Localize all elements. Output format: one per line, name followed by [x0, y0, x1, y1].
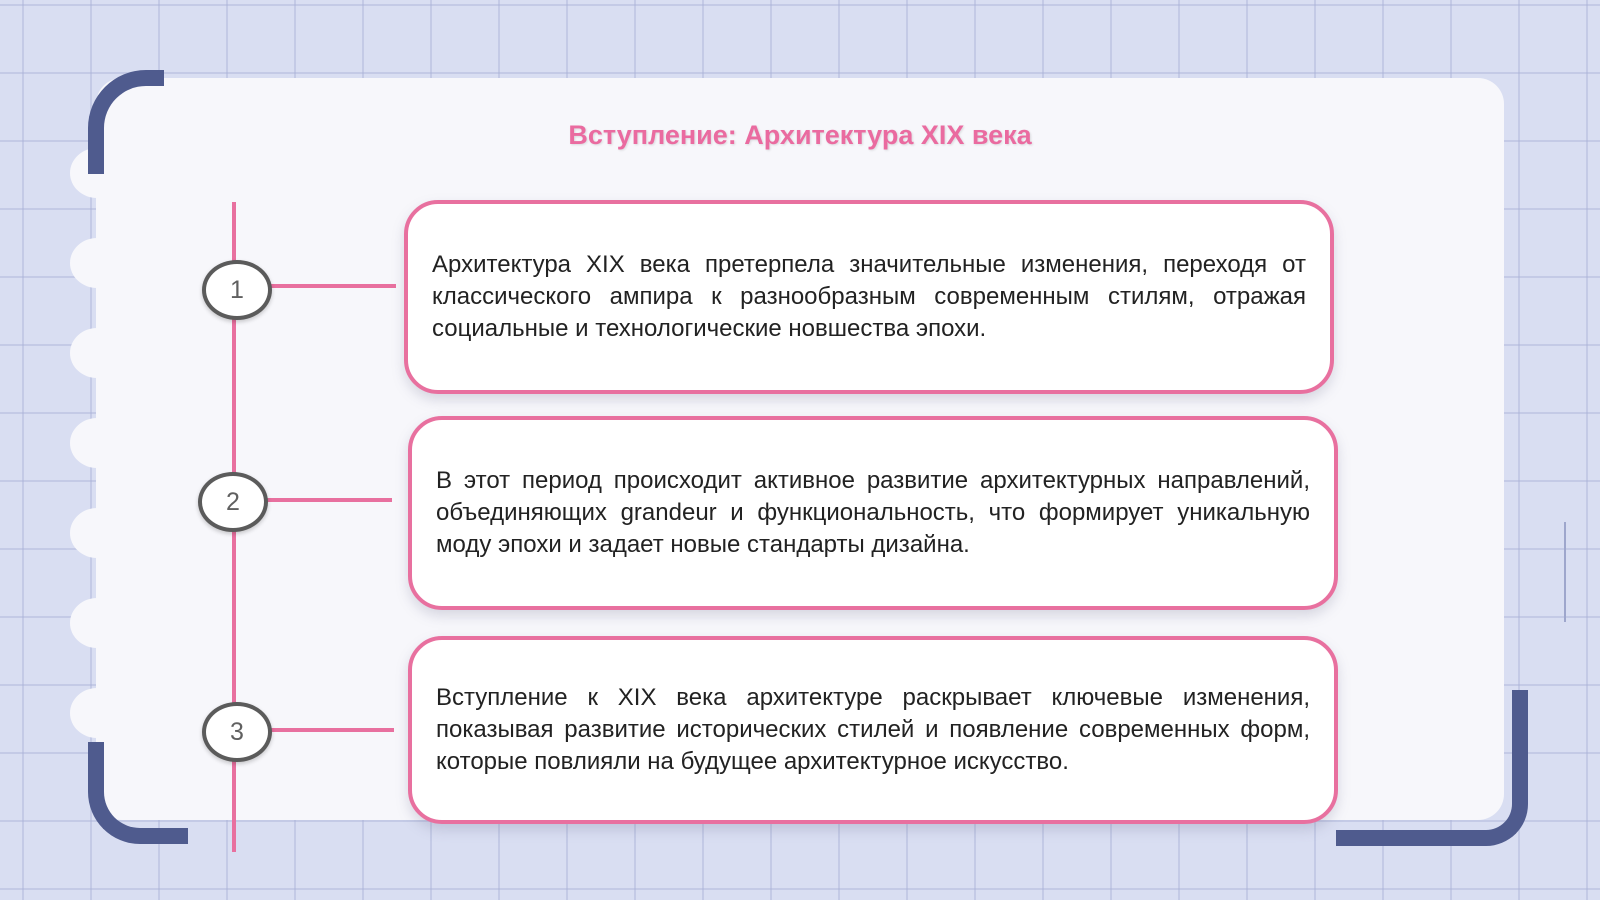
sheet-scallop — [70, 418, 124, 468]
marker-number: 2 — [226, 487, 240, 516]
card-text: Архитектура XIX века претерпела значительные изменения, переходя от классического ампира к разнообразным современным стилям, отражая социальные и технологические новшества эпохи. — [432, 251, 1306, 342]
frame-corner-bottom-left — [88, 742, 188, 844]
timeline-card — [408, 416, 1338, 610]
timeline-marker — [198, 472, 268, 532]
sheet-scallop — [70, 688, 124, 738]
card-text: В этот период происходит активное развитие архитектурных направлений, объединяющих grandeur и функциональность, что формирует уникальную моду эпохи и задает новые стандарты дизайна. — [436, 467, 1310, 558]
timeline-connector — [266, 728, 394, 732]
timeline-card — [404, 200, 1334, 394]
sheet-scallop — [70, 508, 124, 558]
timeline-marker — [202, 702, 272, 762]
sheet-scallop — [70, 238, 124, 288]
frame-corner-bottom-right — [1336, 690, 1528, 846]
marker-number: 1 — [230, 275, 244, 304]
timeline-connector — [262, 498, 392, 502]
slide-title: Вступление: Архитектура XIX века — [568, 120, 1032, 150]
timeline-card — [408, 636, 1338, 824]
decorative-line — [1564, 522, 1566, 622]
sheet-scallop — [70, 328, 124, 378]
marker-number: 3 — [230, 717, 244, 746]
timeline-marker — [202, 260, 272, 320]
timeline-connector — [266, 284, 396, 288]
sheet-scallop — [70, 598, 124, 648]
card-text: Вступление к XIX века архитектуре раскрывает ключевые изменения, показывая развитие исторических стилей и появление современных форм, которые повлияли на будущее архитектурное искусство. — [436, 684, 1310, 775]
